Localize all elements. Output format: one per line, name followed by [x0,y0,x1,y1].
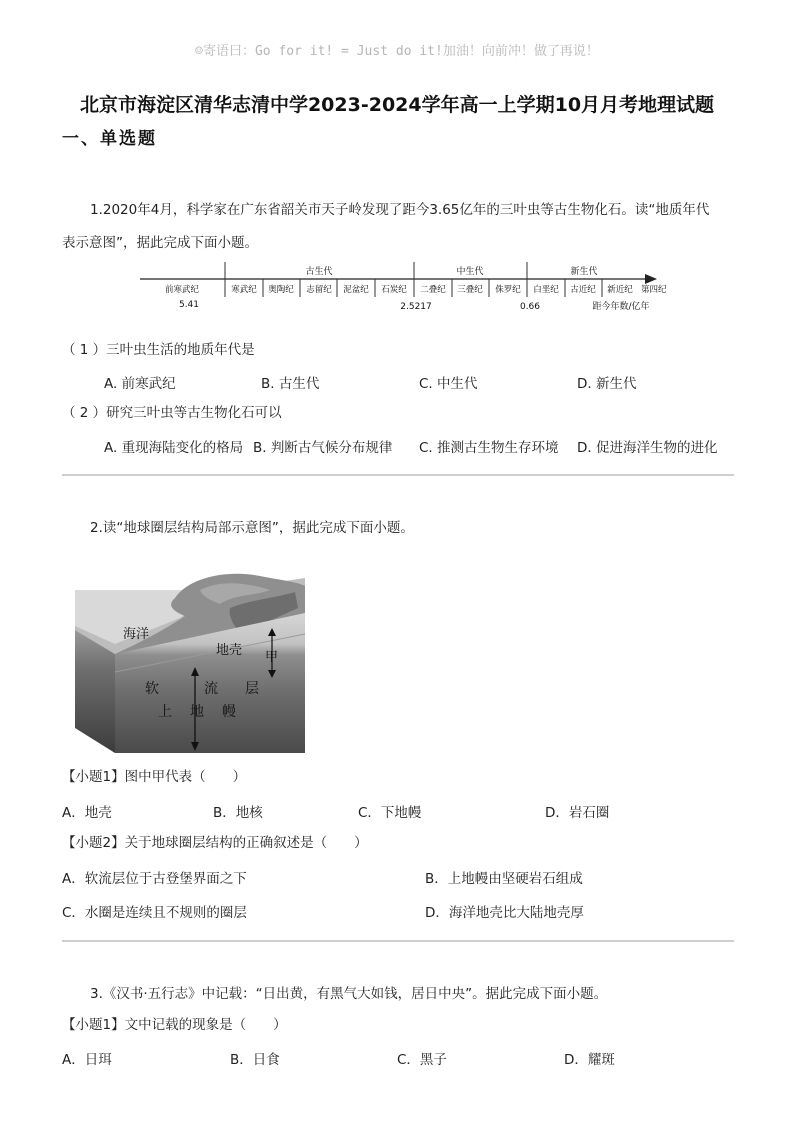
q3-sub1-option-d[interactable]: D．耀斑 [564,1052,615,1068]
period-label: 前寒武纪 [164,285,200,295]
label-asthenosphere-3: 层 [245,681,259,697]
label-upper-mantle-1: 上 [158,704,172,720]
q3-sub1-option-b[interactable]: B．日食 [230,1052,280,1068]
q1-sub1-option-c[interactable]: C. 中生代 [419,376,478,392]
axis-label: 距今年数/亿年 [592,302,650,312]
age-label: 2.5217 [400,302,432,312]
q2-sub2-option-a[interactable]: A．软流层位于古登堡界面之下 [62,871,247,887]
period-label: 三叠纪 [457,285,483,295]
q1-sub1-option-b[interactable]: B. 古生代 [261,376,320,392]
period-label: 白垩纪 [533,285,559,295]
era-label-mesozoic: 中生代 [456,267,484,277]
divider [62,474,734,476]
q1-sub2-option-a[interactable]: A. 重现海陆变化的格局 [104,440,244,456]
section-heading: 一、单选题 [62,129,157,149]
q1-sub2-option-c[interactable]: C. 推测古生物生存环境 [419,440,559,456]
age-label: 0.66 [519,302,541,312]
divider [62,940,734,942]
page-title: 北京市海淀区清华志清中学2023-2024学年高一上学期10月月考地理试题 [79,94,715,116]
period-label: 泥盆纪 [343,285,369,295]
q2-sub2-option-d[interactable]: D．海洋地壳比大陆地壳厚 [425,905,584,921]
era-label-paleozoic: 古生代 [305,267,333,277]
watermark: ☺寄语曰：Go for it! = Just do it!加油！向前冲！做了再说！ [195,44,599,59]
q1-stem-line1: 1.2020年4月，科学家在广东省韶关市天子岭发现了距今3.65亿年的三叶虫等古生物化石。读“地质年代 [90,202,710,218]
label-jia: 甲 [265,650,279,665]
q2-sub1-option-c[interactable]: C．下地幔 [358,805,422,821]
q1-sub2-option-d[interactable]: D. 促进海洋生物的进化 [577,440,718,456]
label-upper-mantle-3: 幔 [222,704,236,720]
label-ocean: 海洋 [123,627,150,642]
label-crust: 地壳 [216,643,243,658]
q2-sub1-stem: 【小题1】图中甲代表（ ） [62,769,247,785]
q1-stem-line2: 表示意图”，据此完成下面小题。 [62,235,258,251]
q1-sub1-stem: （ 1 ）三叶虫生活的地质年代是 [62,342,255,358]
earth-layers-diagram [70,568,320,758]
label-asthenosphere-1: 软 [145,681,159,697]
geologic-timeline [135,260,667,315]
q3-stem: 3.《汉书·五行志》中记载：“日出黄，有黑气大如钱，居日中央”。据此完成下面小题。 [90,986,608,1002]
q1-sub1-option-a[interactable]: A. 前寒武纪 [104,376,176,392]
q3-sub1-stem: 【小题1】文中记载的现象是（ ） [62,1017,287,1033]
q1-sub2-option-b[interactable]: B. 判断古气候分布规律 [253,440,393,456]
q1-sub1-option-d[interactable]: D. 新生代 [577,376,637,392]
q2-sub1-option-b[interactable]: B．地核 [213,805,263,821]
period-label: 第四纪 [641,285,667,295]
period-label: 石炭纪 [381,285,407,295]
q2-sub2-stem: 【小题2】关于地球圈层结构的正确叙述是（ ） [62,835,368,851]
label-upper-mantle-2: 地 [190,704,204,720]
period-label: 新近纪 [607,285,633,295]
period-label: 古近纪 [570,285,596,295]
era-label-cenozoic: 新生代 [570,267,598,277]
period-label: 侏罗纪 [495,285,521,295]
q1-sub2-stem: （ 2 ）研究三叶虫等古生物化石可以 [62,405,282,421]
q2-stem: 2.读“地球圈层结构局部示意图”，据此完成下面小题。 [90,520,414,536]
q2-sub1-option-a[interactable]: A．地壳 [62,805,112,821]
period-label: 二叠纪 [420,285,446,295]
q2-sub1-option-d[interactable]: D．岩石圈 [545,805,610,821]
period-label: 奥陶纪 [268,285,294,295]
q3-sub1-option-c[interactable]: C．黑子 [397,1052,447,1068]
period-label: 志留纪 [306,285,332,295]
q3-sub1-option-a[interactable]: A．日珥 [62,1052,112,1068]
age-label: 5.41 [178,300,200,310]
label-asthenosphere-2: 流 [204,681,218,697]
q2-sub2-option-c[interactable]: C．水圈是连续且不规则的圈层 [62,905,247,921]
period-label: 寒武纪 [231,285,257,295]
q2-sub2-option-b[interactable]: B．上地幔由坚硬岩石组成 [425,871,583,887]
